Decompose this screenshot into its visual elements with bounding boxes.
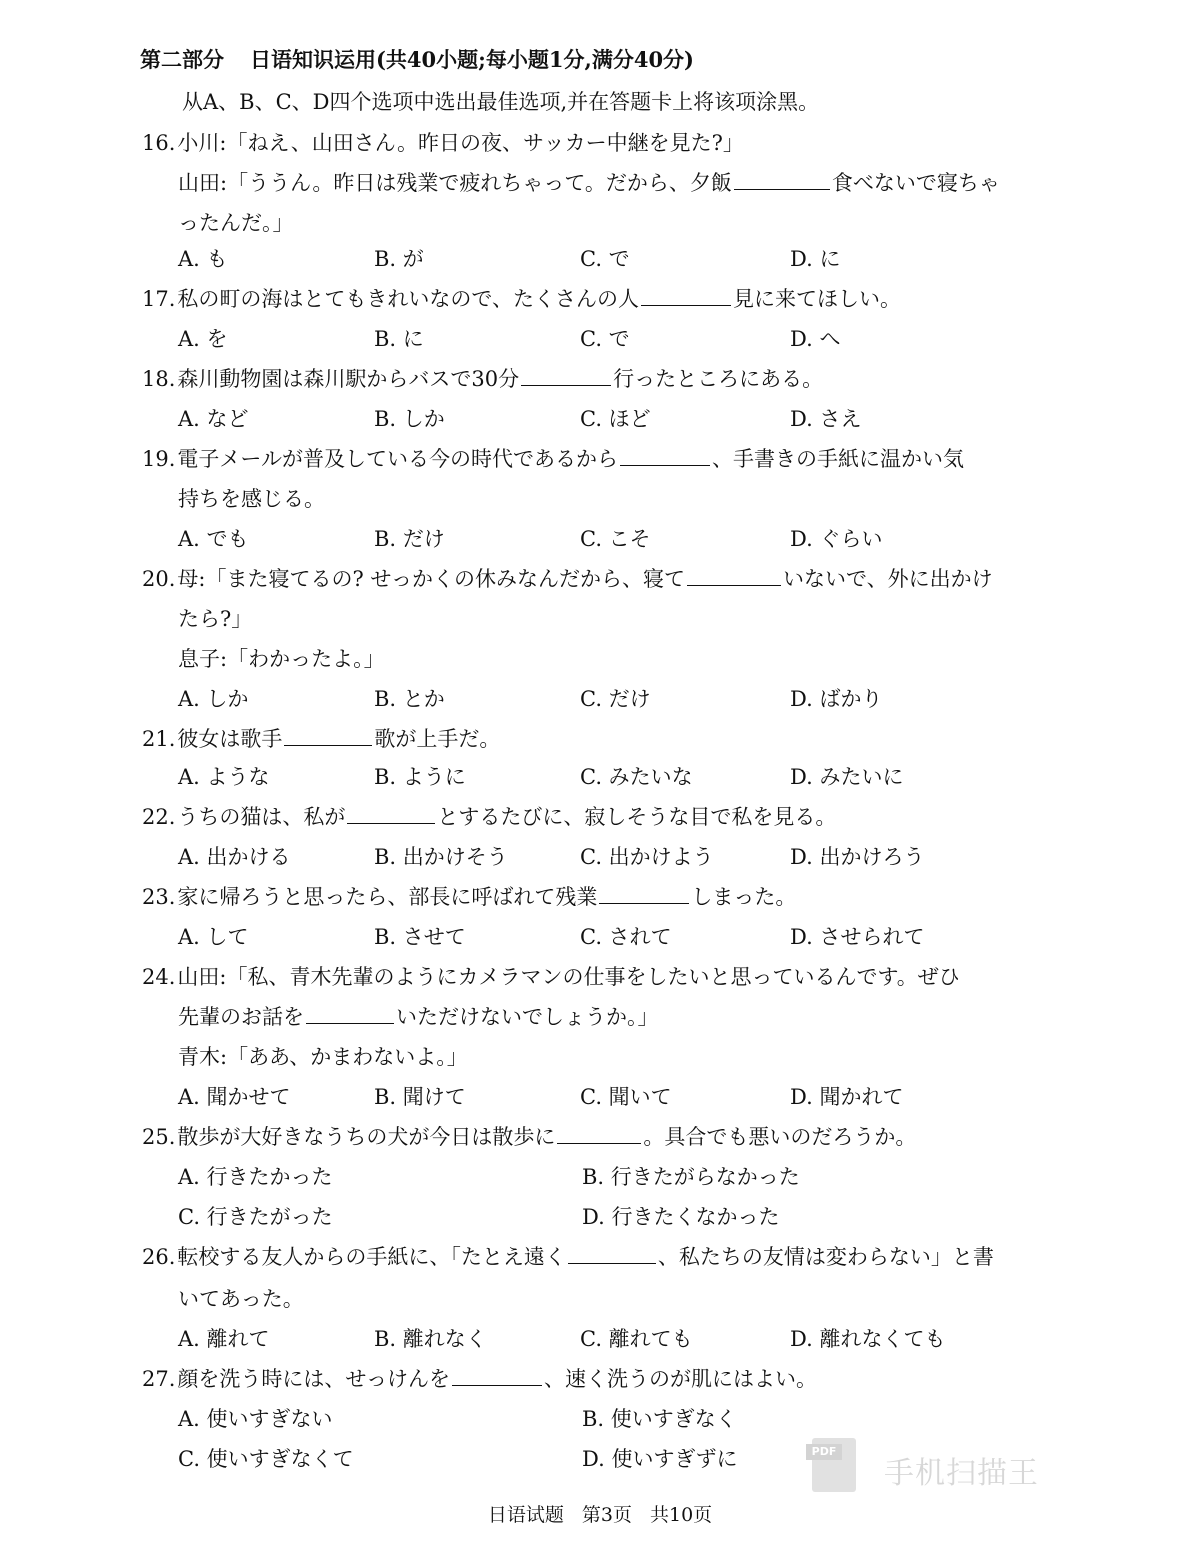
question-text: うちの猫は、私が xyxy=(177,805,346,829)
answer-option: D. 離れなくても xyxy=(790,1327,946,1351)
question-line xyxy=(142,1122,1062,1152)
question-line xyxy=(142,1364,1062,1394)
answer-option: D. ぐらい xyxy=(790,527,883,551)
answer-blank xyxy=(347,803,435,824)
question-text-continued: 、私たちの友情は変わらない」と書 xyxy=(657,1245,994,1269)
question-line xyxy=(142,962,1062,992)
question-text: 山田:「私、青木先輩のようにカメラマンの仕事をしたいと思っているんです。ぜひ xyxy=(177,965,960,989)
watermark-text: 手机扫描王 xyxy=(884,1456,1039,1491)
answer-option: B. 離れなく xyxy=(374,1327,487,1351)
question-text: いてあった。 xyxy=(178,1287,304,1311)
answer-option: A. しか xyxy=(178,687,249,711)
answer-blank xyxy=(306,1003,394,1024)
question-line xyxy=(142,724,1062,754)
question-text: 小川:「ねえ、山田さん。昨日の夜、サッカー中継を見た?」 xyxy=(177,131,744,155)
answer-option: B. とか xyxy=(374,687,445,711)
answer-option: A. を xyxy=(178,327,228,351)
answer-option: A. でも xyxy=(178,527,249,551)
answer-blank xyxy=(521,365,611,386)
answer-option: D. へ xyxy=(790,327,841,351)
question-text: 持ちを感じる。 xyxy=(178,487,325,511)
answer-option: B. だけ xyxy=(374,527,445,551)
question-line xyxy=(142,1242,1062,1272)
answer-option: D. 使いすぎずに xyxy=(582,1447,738,1471)
answer-option: C. 離れても xyxy=(580,1327,693,1351)
answer-option: D. に xyxy=(790,247,841,271)
question-line xyxy=(142,364,1062,394)
answer-blank xyxy=(284,725,372,746)
answer-option: A. 行きたかった xyxy=(178,1165,333,1189)
question-text-continued: いただけないでしょうか。」 xyxy=(396,1005,659,1029)
answer-blank xyxy=(641,285,731,306)
answer-option: C. みたいな xyxy=(580,765,693,789)
answer-option: A. 離れて xyxy=(178,1327,270,1351)
question-line xyxy=(142,564,1062,594)
question-number: 25. xyxy=(142,1125,176,1149)
answer-option: C. 聞いて xyxy=(580,1085,672,1109)
question-line xyxy=(178,484,1098,514)
question-text: 先輩のお話を xyxy=(178,1005,304,1029)
answer-blank xyxy=(557,1123,641,1144)
question-number: 26. xyxy=(142,1245,176,1269)
answer-option: B. 出かけそう xyxy=(374,845,508,869)
question-number: 21. xyxy=(142,727,176,751)
question-line xyxy=(142,882,1062,912)
answer-option: C. されて xyxy=(580,925,672,949)
question-line xyxy=(142,802,1062,832)
answer-option: D. 行きたくなかった xyxy=(582,1205,780,1229)
answer-option: C. で xyxy=(580,327,630,351)
question-text-continued: 食べないで寝ちゃ xyxy=(831,171,1000,195)
question-text: 転校する友人からの手紙に、「たとえ遠く xyxy=(177,1245,566,1269)
pdf-document-icon xyxy=(812,1438,856,1492)
question-number: 23. xyxy=(142,885,176,909)
answer-option: D. ばかり xyxy=(790,687,883,711)
question-text: 顔を洗う時には、せっけんを xyxy=(177,1367,450,1391)
answer-option: A. 出かける xyxy=(178,845,291,869)
answer-blank xyxy=(599,883,689,904)
question-text: 母:「また寝てるの? せっかくの休みなんだから、寝て xyxy=(177,567,685,591)
question-number: 16. xyxy=(142,131,176,155)
answer-option: D. させられて xyxy=(790,925,925,949)
answer-option: B. 使いすぎなく xyxy=(582,1407,737,1431)
section-header xyxy=(140,44,694,74)
answer-option: A. も xyxy=(178,247,228,271)
question-text-continued: 見に来てほしい。 xyxy=(732,287,901,311)
question-line xyxy=(142,128,1062,158)
answer-option: C. ほど xyxy=(580,407,651,431)
answer-option: C. こそ xyxy=(580,527,651,551)
question-text-continued: 。具合でも悪いのだろうか。 xyxy=(643,1125,917,1149)
answer-option: D. 出かけろう xyxy=(790,845,925,869)
question-text: 私の町の海はとてもきれいなので、たくさんの人 xyxy=(177,287,639,311)
answer-blank xyxy=(452,1365,542,1386)
question-line xyxy=(178,604,1098,634)
question-number: 22. xyxy=(142,805,176,829)
answer-option: C. 使いすぎなくて xyxy=(178,1447,354,1471)
pdf-badge: PDF xyxy=(806,1444,842,1460)
question-text: 家に帰ろうと思ったら、部長に呼ばれて残業 xyxy=(177,885,598,909)
answer-option: D. みたいに xyxy=(790,765,904,789)
answer-blank xyxy=(734,169,830,190)
answer-option: B. させて xyxy=(374,925,466,949)
answer-option: C. で xyxy=(580,247,630,271)
question-text: 森川動物園は森川駅からバスで30分 xyxy=(177,367,520,391)
section-title: 日语知识运用(共40小题;每小题1分,满分40分) xyxy=(250,47,694,72)
page-footer: 日语试题 第3页 共10页 xyxy=(487,1504,713,1526)
question-text: 電子メールが普及している今の時代であるから xyxy=(177,447,618,471)
question-line xyxy=(142,444,1062,474)
answer-option: B. 聞けて xyxy=(374,1085,466,1109)
question-number: 27. xyxy=(142,1367,176,1391)
question-number: 20. xyxy=(142,567,176,591)
answer-blank xyxy=(687,565,781,586)
answer-option: B. ように xyxy=(374,765,466,789)
answer-option: A. ような xyxy=(178,765,270,789)
question-line xyxy=(178,1002,1098,1032)
question-text: 青木:「ああ、かまわないよ。」 xyxy=(178,1045,468,1069)
question-line xyxy=(142,284,1062,314)
question-text: 山田:「ううん。昨日は残業で疲れちゃって。だから、夕飯 xyxy=(178,171,732,195)
question-text-continued: いないで、外に出かけ xyxy=(783,567,993,591)
answer-option: D. 聞かれて xyxy=(790,1085,904,1109)
question-text-continued: 、手書きの手紙に温かい気 xyxy=(711,447,964,471)
question-number: 18. xyxy=(142,367,176,391)
answer-option: B. が xyxy=(374,247,424,271)
answer-option: A. して xyxy=(178,925,249,949)
question-text: 息子:「わかったよ。」 xyxy=(178,647,385,671)
question-text-continued: 、速く洗うのが肌にはよい。 xyxy=(544,1367,817,1391)
answer-blank xyxy=(620,445,710,466)
answer-option: A. など xyxy=(178,407,249,431)
answer-option: A. 使いすぎない xyxy=(178,1407,333,1431)
question-text-continued: しまった。 xyxy=(691,885,797,909)
question-number: 24. xyxy=(142,965,176,989)
scanner-watermark xyxy=(812,1438,1042,1494)
answer-option: C. だけ xyxy=(580,687,651,711)
question-text-continued: 行ったところにある。 xyxy=(613,367,824,391)
answer-blank xyxy=(568,1243,656,1264)
question-text-continued: とするたびに、寂しそうな目で私を見る。 xyxy=(437,805,837,829)
instruction-text: 从A、B、C、D四个选项中选出最佳选项,并在答题卡上将该项涂黑。 xyxy=(182,90,820,114)
answer-option: B. しか xyxy=(374,407,445,431)
question-line xyxy=(178,1284,1098,1314)
question-number: 19. xyxy=(142,447,176,471)
answer-option: D. さえ xyxy=(790,407,862,431)
question-number: 17. xyxy=(142,287,176,311)
question-text: たら?」 xyxy=(178,607,253,631)
answer-option: C. 行きたがった xyxy=(178,1205,333,1229)
answer-option: A. 聞かせて xyxy=(178,1085,291,1109)
question-text: 彼女は歌手 xyxy=(177,727,283,751)
question-text: 散歩が大好きなうちの犬が今日は散歩に xyxy=(177,1125,556,1149)
question-line xyxy=(178,168,1098,198)
answer-option: C. 出かけよう xyxy=(580,845,714,869)
question-text-continued: 歌が上手だ。 xyxy=(374,727,501,751)
question-line xyxy=(178,1042,1098,1072)
question-text: ったんだ。」 xyxy=(178,211,294,235)
question-line xyxy=(178,644,1098,674)
answer-option: B. に xyxy=(374,327,424,351)
question-line xyxy=(178,208,1098,238)
answer-option: B. 行きたがらなかった xyxy=(582,1165,800,1189)
section-label: 第二部分 xyxy=(140,47,224,72)
